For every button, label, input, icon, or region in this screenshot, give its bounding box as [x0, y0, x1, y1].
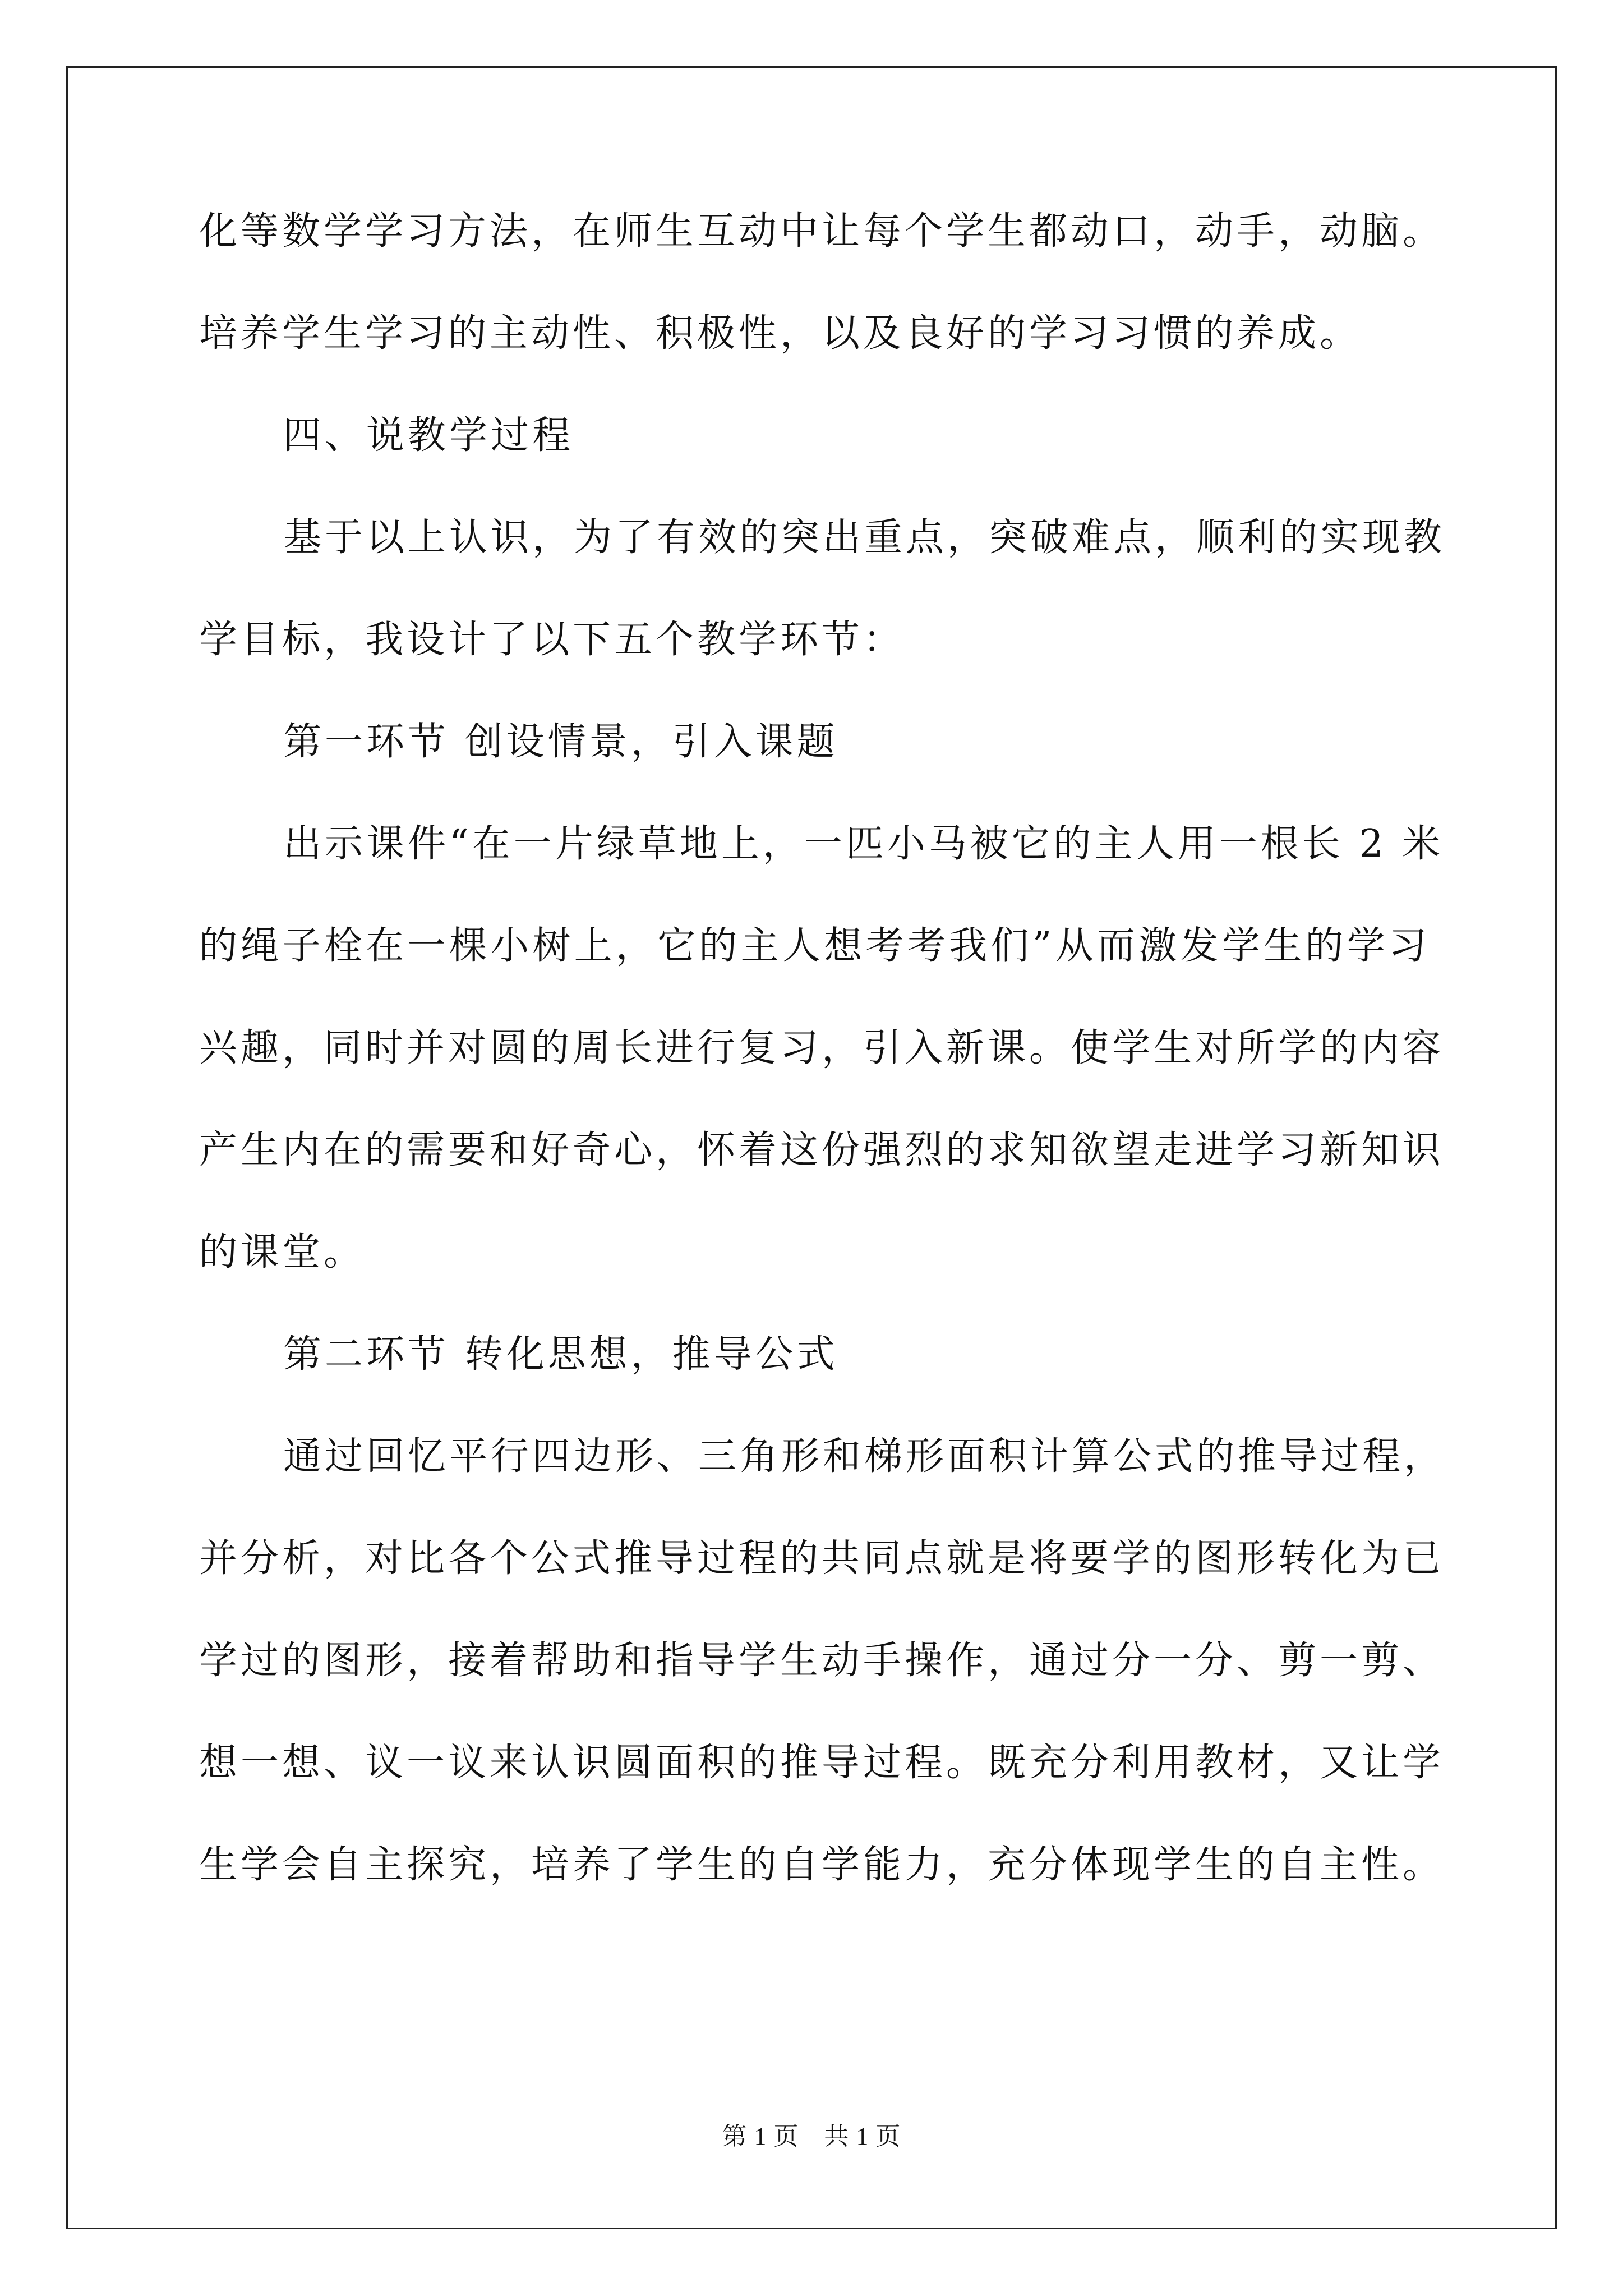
paragraph-line: 想一想、议一议来认识圆面积的推导过程。既充分利用教材，又让学: [199, 1741, 1445, 1785]
paragraph-line: 学过的图形，接着帮助和指导学生动手操作，通过分一分、剪一剪、: [199, 1639, 1445, 1683]
paragraph-line: 四、说教学过程: [283, 413, 574, 458]
paragraph-line: 并分析，对比各个公式推导过程的共同点就是将要学的图形转化为已: [199, 1536, 1445, 1581]
paragraph-line: 第一环节 创设情景，引入课题: [283, 720, 838, 764]
paragraph-line: 学目标，我设计了以下五个教学环节：: [199, 618, 905, 662]
paragraph-line: 出示课件“在一片绿草地上，一匹小马被它的主人用一根长 2 米: [283, 822, 1444, 866]
paragraph-line: 培养学生学习的主动性、积极性，以及良好的学习习惯的养成。: [199, 311, 1362, 356]
paragraph-line: 生学会自主探究，培养了学生的自学能力，充分体现学生的自主性。: [199, 1843, 1445, 1887]
document-body: [199, 206, 1446, 1942]
paragraph-line: 的绳子栓在一棵小树上，它的主人想考考我们”从而激发学生的学习: [199, 924, 1430, 968]
paragraph-line: 基于以上认识，为了有效的突出重点，突破难点，顺利的实现教: [283, 516, 1446, 560]
paragraph-line: 的课堂。: [199, 1230, 366, 1274]
paragraph-line: 兴趣，同时并对圆的周长进行复习，引入新课。使学生对所学的内容: [199, 1026, 1445, 1070]
page-footer: 第 1 页 共 1 页: [722, 2123, 901, 2150]
paragraph-line: 通过回忆平行四边形、三角形和梯形面积计算公式的推导过程，: [283, 1434, 1446, 1479]
paragraph-line: 产生内在的需要和好奇心，怀着这份强烈的求知欲望走进学习新知识: [199, 1128, 1445, 1172]
paragraph-line: 化等数学学习方法，在师生互动中让每个学生都动口，动手，动脑。: [199, 209, 1445, 254]
paragraph-line: 第二环节 转化思想，推导公式: [283, 1332, 838, 1377]
